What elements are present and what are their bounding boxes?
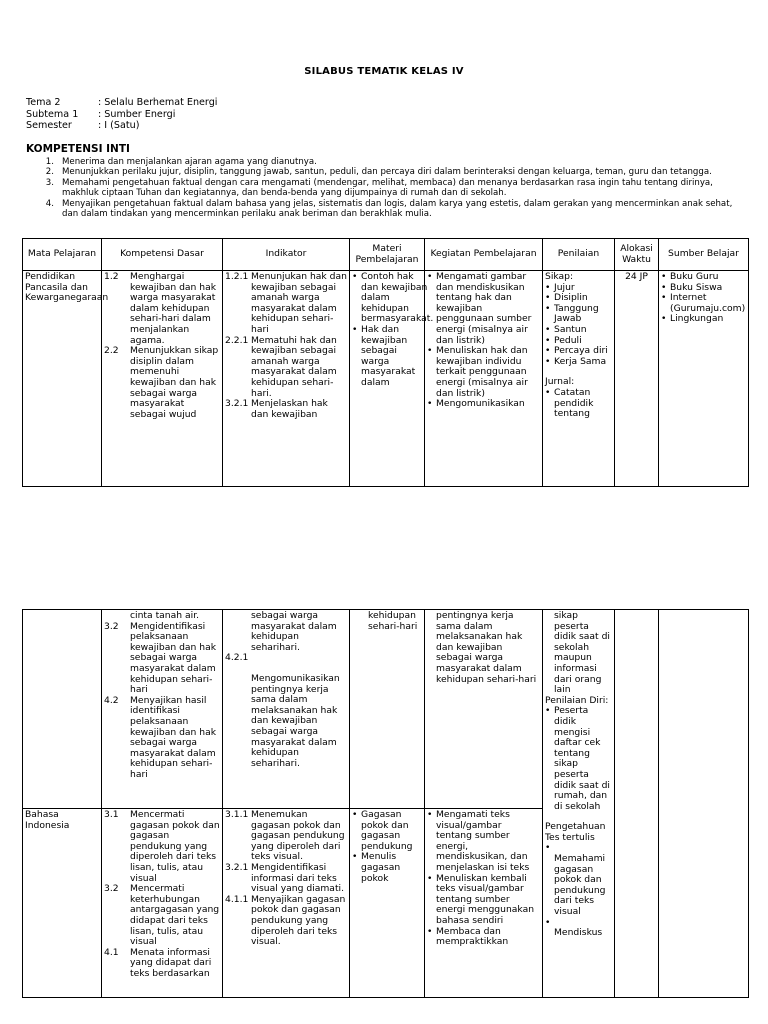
kegiatan-item [427, 611, 540, 685]
bullet-icon: • [427, 872, 433, 884]
penilaian-diri-heading: Penilaian Diri: [545, 694, 609, 706]
tes-indent [545, 928, 554, 939]
indikator-number: 3.1.1 [225, 809, 249, 820]
list-item [545, 304, 612, 325]
indikator-text: Mematuhi hak dan kewajiban sebagai amanah warga masyarakat dalam kehidupan sehari-hari. [251, 334, 337, 399]
kegiatan-text: Menuliskan kembali teks visual/gambar tentang sumber energi menggunakan bahasa sendiri [436, 872, 535, 926]
indikator-indent [225, 674, 251, 769]
list-item [427, 874, 540, 927]
list-item [661, 293, 746, 314]
penilaian-text: Jujur [554, 281, 575, 293]
penilaian-indent [545, 611, 554, 696]
header-mata-pelajaran: Mata Pelajaran [23, 239, 102, 271]
table-row [23, 271, 749, 487]
kd-text: Mengidentifikasi pelaksanaan kewajiban dan hak sebagai warga masyarakat dalam kehidupan sehari-hari [130, 620, 217, 696]
list-item [352, 810, 422, 852]
kd-text: Menghargai kewajiban dan hak warga masyarakat dalam kehidupan sehari-hari dalam menjalankan agama. [130, 271, 217, 346]
bullet-icon: • [545, 292, 551, 304]
list-item [545, 325, 612, 336]
cell-penilaian [543, 610, 615, 998]
kegiatan-text: Mengamati teks visual/gambar tentang sumber energi, mendiskusikan, dan menjelaskan isi teks [436, 809, 530, 873]
jurnal-text: Catatan pendidik tentang [554, 386, 594, 420]
list-number: 1. [45, 157, 54, 167]
meta-label: Subtema 1 [26, 108, 79, 120]
jurnal-heading: Jurnal: [545, 376, 575, 388]
kd-number: 3.1 [104, 809, 119, 820]
bullet-icon: • [661, 271, 667, 282]
meta-subtema [26, 109, 217, 121]
kegiatan-indent [427, 611, 436, 685]
materi-text: Menulis gagasan pokok [361, 851, 401, 884]
header-alokasi: Alokasi Waktu [615, 239, 659, 271]
list-number: 2. [45, 167, 54, 178]
list-text: Menyajikan pengetahuan faktual dalam bahasa yang jelas, sistematis dan logis, dalam karya yang estetis, dalam gerakan yang mencerminkan anak sehat, dan dalam tindakan yang mencerminkan perilaku anak beriman dan berakhlak mulia. [62, 198, 733, 220]
list-item [427, 399, 540, 410]
bullet-icon: • [545, 705, 551, 717]
meta-value: : Sumber Energi [98, 108, 176, 120]
bullet-icon: • [545, 302, 551, 314]
kd-item [104, 884, 220, 948]
indikator-item [225, 272, 347, 336]
sumber-text: Lingkungan [670, 313, 724, 325]
penilaian-list [545, 283, 612, 368]
cell-alokasi-empty [615, 610, 659, 998]
indikator-text: Menjelaskan hak dan kewajiban [251, 398, 328, 420]
bullet-icon: • [352, 809, 358, 820]
cell-sumber-empty [659, 610, 749, 998]
kd-text: Menata informasi yang didapat dari teks berdasarkan [130, 946, 212, 979]
kegiatan-text: Mengomunikasikan [436, 398, 525, 410]
list-item [352, 325, 422, 389]
materi-text: Contoh hak dan kewajiban dalam kehidupan bermasyarakat. [361, 271, 434, 325]
indikator-item [225, 611, 347, 653]
cell-kd [102, 809, 223, 998]
kd-item [104, 272, 220, 346]
indikator-number: 1.2.1 [225, 271, 249, 282]
bullet-icon: • [661, 281, 667, 293]
cell-kegiatan [425, 809, 543, 998]
cell-kd [102, 610, 223, 809]
list-item [545, 388, 612, 420]
tes-item [545, 854, 612, 918]
list-item [26, 157, 746, 167]
meta-value: : Selalu Berhemat Energi [98, 97, 218, 108]
cell-indikator [223, 610, 350, 809]
list-item [26, 167, 746, 177]
materi-text: Hak dan kewajiban sebagai warga masyarakat dalam [361, 323, 416, 388]
bullet-icon: • [427, 271, 433, 282]
indikator-number: 3.2.1 [225, 861, 249, 873]
penilaian-text: Kerja Sama [554, 355, 607, 367]
bullet-icon: • [545, 323, 551, 335]
kd-item [104, 810, 220, 884]
kegiatan-text: Menuliskan hak dan kewajiban individu terkait penggunaan energi (misalnya air dan listrik) [436, 345, 528, 399]
penilaian-item [545, 611, 612, 696]
indikator-item [225, 895, 347, 948]
bullet-icon: • [545, 334, 551, 346]
kd-text: Menunjukkan sikap disiplin dalam memenuhi kewajiban dan hak sebagai warga masyarakat sebagai wujud [130, 345, 219, 420]
meta-tema [26, 97, 217, 109]
bullet-icon: • [352, 271, 358, 282]
pengetahuan-heading: Pengetahuan [545, 821, 606, 833]
header-kegiatan: Kegiatan Pembelajaran [425, 239, 543, 271]
list-item [26, 178, 746, 199]
bullet-icon: • [427, 809, 433, 820]
list-item [352, 271, 434, 325]
bullet-icon: • [427, 925, 433, 937]
syllabus-meta [26, 97, 217, 132]
indikator-item [225, 674, 347, 769]
cell-materi [350, 809, 425, 998]
list-number: 4. [45, 198, 54, 209]
kd-text: Menyajikan hasil identifikasi pelaksanaan kewajiban dan hak sebagai warga masyarakat dalam kehidupan sehari-hari [130, 694, 217, 780]
kompetensi-inti-list [26, 157, 746, 219]
indikator-indent [225, 611, 251, 653]
list-text: Memahami pengetahuan faktual dengan cara mengamati (mendengar, melihat, membaca) dan menanya berdasarkan rasa ingin tahu tentang dirinya, makhluk ciptaan Tuhan dan kegiatannya, dan benda-benda yang dijumpainya di rumah dan di sekolah. [62, 177, 713, 199]
penilaian-text: Disiplin [554, 292, 588, 304]
bullet-icon: • [427, 398, 433, 410]
list-item [352, 852, 422, 884]
list-item [26, 199, 746, 220]
list-item [545, 706, 612, 812]
materi-item [352, 611, 422, 632]
meta-label: Tema 2 [26, 97, 61, 108]
cell-penilaian [543, 271, 615, 487]
indikator-item [225, 336, 347, 400]
kd-item [104, 622, 220, 696]
bullet-icon: • [352, 323, 358, 335]
kd-text: Mencermati gagasan pokok dan gagasan pendukung yang diperoleh dari teks lisan, tulis, atau visual [130, 809, 220, 884]
tes-indent [545, 854, 554, 918]
tes-text: Mendiskus [554, 927, 603, 939]
kd-number: 1.2 [104, 271, 119, 282]
sumber-text: Internet (Gurumaju.com) [670, 292, 746, 314]
list-item [661, 314, 746, 325]
indikator-text: Mengomunikasikan pentingnya kerja sama dalam melaksanakan hak dan kewajiban sebagai warga masyarakat dalam kehidupan seharihari. [251, 672, 340, 769]
kd-number: 3.2 [104, 620, 119, 632]
penilaian-heading: Sikap: [545, 271, 574, 282]
penilaian-text: Santun [554, 323, 587, 335]
header-sumber: Sumber Belajar [659, 239, 749, 271]
table-row [23, 610, 749, 809]
cell-mapel: Pendidikan Pancasila dan Kewarganegaraan [23, 271, 102, 487]
bullet-icon: • [545, 386, 551, 398]
cell-kegiatan [425, 610, 543, 809]
kd-indent [104, 611, 130, 622]
indikator-text: sebagai warga masyarakat dalam kehidupan seharihari. [251, 610, 337, 653]
list-item [545, 357, 612, 368]
list-item [427, 810, 540, 874]
indikator-item [225, 399, 347, 420]
list-text: Menunjukkan perilaku jujur, disiplin, tanggung jawab, santun, peduli, dan percaya diri dalam berinteraksi dengan keluarga, teman, guru dan tetangga. [62, 167, 712, 178]
header-kompetensi-dasar: Kompetensi Dasar [102, 239, 223, 271]
cell-mapel: Bahasa Indonesia [23, 809, 102, 998]
cell-materi [350, 610, 425, 809]
indikator-number: 3.2.1 [225, 398, 249, 410]
kd-number: 4.1 [104, 946, 119, 958]
kd-item [104, 611, 220, 622]
penilaian-text: Peserta didik mengisi daftar cek tentang sikap peserta didik saat di rumah, dan di sekolah [554, 705, 610, 812]
sumber-text: Buku Guru [670, 271, 719, 282]
list-item [427, 927, 540, 948]
jurnal-list [545, 388, 612, 420]
bullet-icon: • [545, 842, 551, 854]
indikator-text: Menemukan gagasan pokok dan gagasan pendukung yang diperoleh dari teks visual. [251, 809, 345, 863]
indikator-item [225, 810, 347, 863]
meta-label: Semester [26, 120, 72, 131]
header-penilaian: Penilaian [543, 239, 615, 271]
cell-kegiatan [425, 271, 543, 487]
cell-indikator [223, 271, 350, 487]
kegiatan-list [427, 272, 540, 410]
kd-number: 3.2 [104, 883, 119, 895]
materi-list [352, 271, 434, 389]
penilaian-text: Peduli [554, 334, 582, 346]
penilaian-text: Percaya diri [554, 345, 608, 357]
meta-value: : I (Satu) [98, 120, 140, 131]
cell-mapel-empty [23, 610, 102, 809]
materi-indent [352, 611, 368, 632]
bullet-icon: • [352, 851, 358, 863]
kegiatan-text: Membaca dan mempraktikkan [436, 925, 509, 948]
indikator-text: Menunjukan hak dan kewajiban sebagai amanah warga masyarakat dalam kehidupan sehari-hari [251, 271, 347, 335]
bullet-icon: • [661, 313, 667, 325]
cell-materi [350, 271, 434, 487]
cell-kd [102, 271, 223, 487]
bullet-icon: • [545, 281, 551, 293]
penilaian-text: sikap peserta didik saat di sekolah maupun informasi dari orang lain [554, 610, 610, 696]
indikator-text: Menyajikan gagasan pokok dan gagasan pendukung yang diperoleh dari teks visual. [251, 893, 346, 948]
kd-item [104, 696, 220, 781]
kd-number: 4.2 [104, 694, 119, 706]
bullet-icon: • [545, 355, 551, 367]
bullet-icon: • [545, 916, 551, 928]
indikator-number: 4.1.1 [225, 893, 249, 905]
bullet-icon: • [661, 292, 667, 304]
kegiatan-list [427, 810, 540, 948]
list-item [427, 346, 540, 399]
materi-text: Gagasan pokok dan gagasan pendukung [361, 809, 413, 852]
list-item [427, 272, 540, 346]
list-text: Menerima dan menjalankan ajaran agama yang dianutnya. [62, 157, 317, 167]
bullet-icon: • [545, 345, 551, 357]
cell-indikator [223, 809, 350, 998]
kegiatan-text: Mengamati gambar dan mendiskusikan tentang hak dan kewajiban penggunaan sumber energi (misalnya air dan listrik) [436, 271, 532, 346]
indikator-text: Mengidentifikasi informasi dari teks visual yang diamati. [251, 861, 345, 895]
kegiatan-text: pentingnya kerja sama dalam melaksanakan hak dan kewajiban sebagai warga masyarakat dalam kehidupan sehari-hari [436, 610, 537, 685]
materi-list [352, 810, 422, 884]
header-indikator: Indikator [223, 239, 350, 271]
cell-alokasi: 24 JP [615, 271, 659, 487]
sumber-list [661, 272, 746, 325]
kd-item [104, 948, 220, 980]
syllabus-table-page-1 [22, 238, 749, 487]
tes-text: Memahami gagasan pokok dan pendukung dari teks visual [554, 853, 606, 918]
header-materi: Materi Pembelajaran [350, 239, 425, 271]
page-title: SILABUS TEMATIK KELAS IV [304, 66, 464, 77]
tes-tertulis-heading: Tes tertulis [545, 831, 595, 843]
penilaian-diri-list [545, 706, 612, 812]
syllabus-table-page-2 [22, 609, 749, 998]
indikator-item [225, 863, 347, 895]
meta-semester [26, 120, 217, 132]
kd-text: cinta tanah air. [130, 610, 200, 621]
kompetensi-inti-heading: KOMPETENSI INTI [26, 143, 130, 155]
kd-item [104, 346, 220, 420]
kd-number: 2.2 [104, 345, 119, 357]
tes-item [545, 928, 612, 939]
list-number: 3. [45, 177, 54, 188]
sumber-text: Buku Siswa [670, 281, 723, 293]
kd-text: Mencermati keterhubungan antargagasan yang didapat dari teks lisan, tulis, atau visual [130, 883, 220, 948]
bullet-icon: • [427, 345, 433, 357]
table-header-row [23, 239, 749, 271]
list-item [661, 272, 746, 283]
indikator-number: 2.2.1 [225, 334, 249, 346]
indikator-number: 4.2.1 [225, 652, 249, 664]
penilaian-text: Tanggung Jawab [554, 302, 599, 325]
materi-text: kehidupan sehari-hari [368, 610, 418, 632]
cell-sumber [659, 271, 749, 487]
